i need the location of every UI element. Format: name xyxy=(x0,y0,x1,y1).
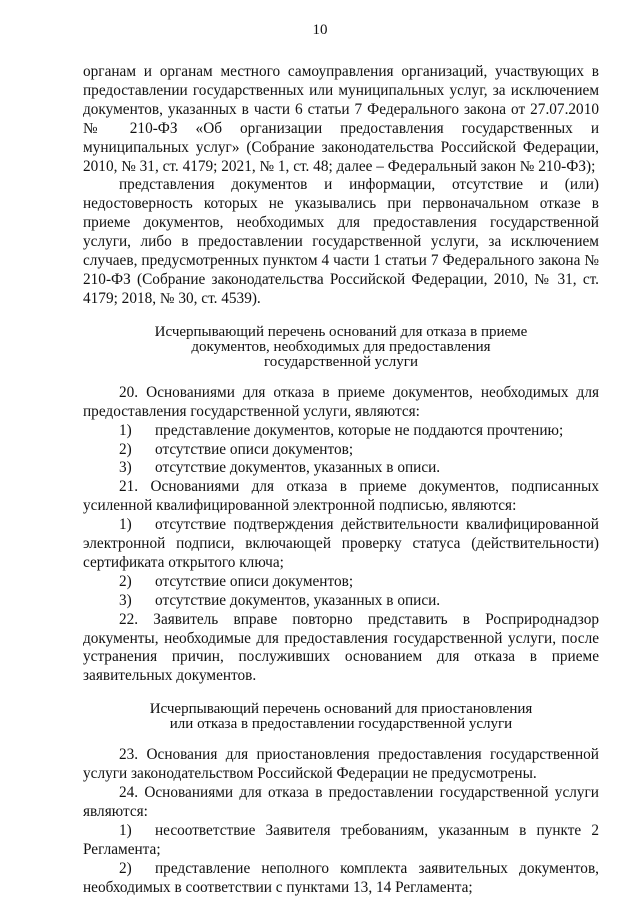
list-item-number: 2) xyxy=(119,440,132,458)
heading-line: документов, необходимых для предоставления xyxy=(191,338,491,355)
list-item-text: отсутствие подтверждения действительности квалифицированной электронной подписи, включающей проверку статуса (действительности) сертификата открытого ключа; xyxy=(83,516,599,571)
list-item-text: отсутствие документов, указанных в описи. xyxy=(155,459,441,477)
heading-line: государственной услуги xyxy=(264,353,418,370)
list-item-text: представление неполного комплекта заявительных документов, необходимых в соответствии с пунктами 13, 14 Регламента; xyxy=(83,859,599,896)
paragraph-24: 24. Основаниями для отказа в предоставлении государственной услуги являются: xyxy=(83,784,599,820)
list-item-text: отсутствие описи документов; xyxy=(155,572,354,590)
list-item-text: отсутствие документов, указанных в описи. xyxy=(155,591,441,609)
list-item-number: 3) xyxy=(119,459,132,477)
list-item xyxy=(83,822,599,860)
list-item-number: 2) xyxy=(119,572,132,590)
list-item xyxy=(83,459,599,478)
heading-line: Исчерпывающий перечень оснований для отказа в приеме xyxy=(154,323,528,340)
list-item-text: представление документов, которые не поддаются прочтению; xyxy=(155,421,564,439)
list-item-number: 2) xyxy=(119,859,132,877)
list-item-text: несоответствие Заявителя требованиям, указанным в пункте 2 Регламента; xyxy=(83,821,599,858)
paragraph-23: 23. Основания для приостановления предоставления государственной услуги законодательством Российской Федерации не предусмотрены. xyxy=(83,746,599,783)
list-item xyxy=(83,860,599,898)
document-body xyxy=(83,63,599,898)
paragraph-21: 21. Основаниями для отказа в приеме документов, подписанных усиленной квалифицированной электронной подписью, являются: xyxy=(83,478,599,515)
page-number: 10 xyxy=(312,22,328,38)
heading-line: Исчерпывающий перечень оснований для приостановления xyxy=(149,701,533,718)
paragraph-22: 22. Заявитель вправе повторно представить в Росприроднадзор документы, необходимые для предоставления государственной услуги, после устранения причин, послуживших основанием для отказа в приеме заявительных документов. xyxy=(83,610,599,685)
list-item-number: 1) xyxy=(119,821,132,839)
paragraph-20: 20. Основаниями для отказа в приеме документов, необходимых для предоставления государственной услуги, являются: xyxy=(83,383,599,420)
list-item-number: 1) xyxy=(119,421,132,439)
list-item xyxy=(83,516,599,573)
list-item-number: 3) xyxy=(119,591,132,609)
section-heading-refusal-acceptance xyxy=(83,325,599,370)
list-item-number: 1) xyxy=(119,516,132,534)
list-item xyxy=(83,573,599,592)
list-item xyxy=(83,592,599,611)
section-heading-suspension-refusal xyxy=(83,702,599,732)
list-item-text: отсутствие описи документов; xyxy=(155,440,354,458)
paragraph-continuation: органам и органам местного самоуправления организаций, участвующих в предоставлении государственных или муниципальных услуг, за исключением документов, указанных в части 6 статьи 7 Федерального закона от 27.07.2010 № 210-ФЗ «Об организации предоставления государственных и муниципальных услуг» (Собрание законодательства Российской Федерации, 2010, № 31, ст. 4179; 2021, № 1, ст. 48; далее – Федеральный закон № 210-ФЗ); xyxy=(83,63,599,175)
list-item xyxy=(83,441,599,460)
heading-line: или отказа в предоставлении государственной услуги xyxy=(169,716,513,733)
paragraph-documents-info: представления документов и информации, отсутствие и (или) недостоверность которых не указывались при первоначальном отказе в приеме документов, необходимых для предоставления государственной услуги, либо в предоставлении государственной услуги, за исключением случаев, предусмотренных пунктом 4 части 1 статьи 7 Федерального закона № 210-ФЗ (Собрание законодательства Российской Федерации, 2010, № 31, ст. 4179; 2018, № 30, ст. 4539). xyxy=(83,176,599,307)
list-item xyxy=(83,422,599,441)
